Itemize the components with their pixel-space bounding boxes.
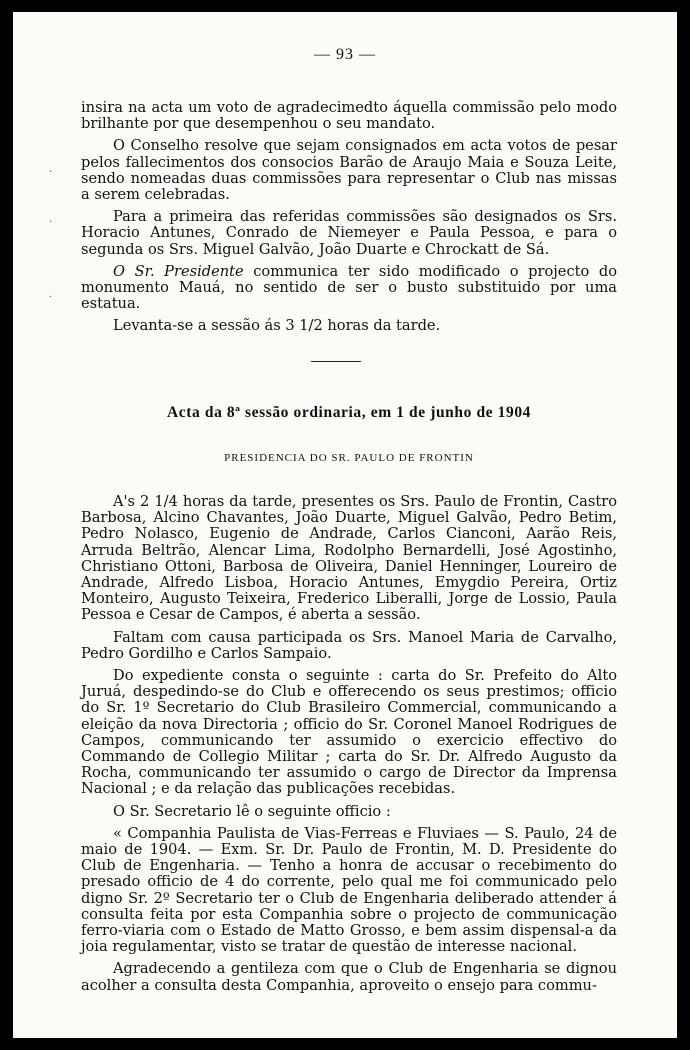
paragraph: Para a primeira das referidas commissões são designados os Srs. Horacio Antunes, Conrado de Niemeyer e Paula Pessoa, e para o segunda os Srs. Miguel Galvão, João Duarte e Chrockatt de Sá.: [81, 208, 617, 258]
section-divider: [311, 361, 361, 362]
paragraph: Faltam com causa participada os Srs. Manoel Maria de Carvalho, Pedro Gordilho e Carlos Sampaio.: [81, 628, 617, 662]
paragraph: O Sr. Secretario lê o seguinte officio :: [113, 802, 391, 820]
previous-session-text: [81, 100, 617, 341]
document-page: [13, 12, 677, 1038]
paragraph: O Conselho resolve que sejam consignados em acta votos de pesar pelos fallecimentos dos consocios Barão de Araujo Maia e Souza Leite, sendo nomeadas duas commissões para representar o Club nas missas a serem celebradas.: [81, 137, 617, 204]
page-number: — 93 —: [314, 46, 376, 63]
paragraph: [81, 264, 617, 313]
margin-dot: ·: [49, 217, 53, 228]
paragraph: Levanta-se a sessão ás 3 1/2 horas da tarde.: [113, 317, 441, 335]
speaker-name: O Sr. Presidente: [113, 262, 244, 280]
act-heading: Acta da 8ª sessão ordinaria, em 1 de junho de 1904: [166, 404, 532, 421]
margin-dot: ·: [49, 292, 53, 303]
paragraph: « Companhia Paulista de Vias-Ferreas e Fluviaes — S. Paulo, 24 de maio de 1904. — Exm. Sr. Dr. Paulo de Frontin, M. D. Presidente do Club de Engenharia. — Tenho a honra de accusar o recebimento do presado officio de 4 do corrente, pelo qual me foi communicado pelo digno Sr. 2º Secretario ter o Club de Engenharia deliberado attender á consulta feita por esta Companhia sobre o projecto de communicação ferro-viaria com o Estado de Matto Grosso, e bem assim dispensal-a da joia regulamentar, visto se tratar de questão de interesse nacional.: [81, 824, 617, 956]
margin-dot: ·: [49, 167, 53, 178]
paragraph: A's 2 1/4 horas da tarde, presentes os Srs. Paulo de Frontin, Castro Barbosa, Alcino Chavantes, João Duarte, Miguel Galvão, Pedro Betim, Pedro Nolasco, Eugenio de Andrade, Carlos Cianconi, Aarão Reis, Arruda Beltrão, Alencar Lima, Rodolpho Bernardelli, José Agostinho, Christiano Ottoni, Barbosa de Oliveira, Daniel Henninger, Loureiro de Andrade, Alfredo Lisboa, Horacio Antunes, Emygdio Pereira, Ortiz Monteiro, Augusto Teixeira, Frederico Liberalli, Jorge de Lossio, Paula Pessoa e Cesar de Campos, é aberta a sessão.: [81, 493, 617, 624]
act-body-text: [81, 494, 617, 1000]
paragraph-text: communica ter sido modificado o projecto do monumento Mauá, no sentido de ser o busto substituido por uma estatua.: [81, 262, 617, 313]
paragraph: insira na acta um voto de agradecimedto áquella commissão pelo modo brilhante por que desempenhou o seu mandato.: [81, 99, 617, 133]
paragraph: Agradecendo a gentileza com que o Club de Engenharia se dignou acolher a consulta desta Companhia, aproveito o ensejo para commu-: [81, 960, 617, 994]
presidency-line: PRESIDENCIA DO SR. PAULO DE FRONTIN: [224, 452, 474, 464]
paragraph: Do expediente consta o seguinte : carta do Sr. Prefeito do Alto Juruá, despedindo-se do Club e offerecendo os seus prestimos; officio do Sr. 1º Secretario do Club Brasileiro Commercial, communicando a eleição da nova Directoria ; officio do Sr. Coronel Manoel Rodrigues de Campos, communicando ter assumido o exercicio effectivo do Commando de Collegio Militar ; carta do Sr. Dr. Alfredo Augusto da Rocha, communicando ter assumido o cargo de Director da Imprensa Nacional ; e da relação das publicações recebidas.: [81, 667, 617, 798]
